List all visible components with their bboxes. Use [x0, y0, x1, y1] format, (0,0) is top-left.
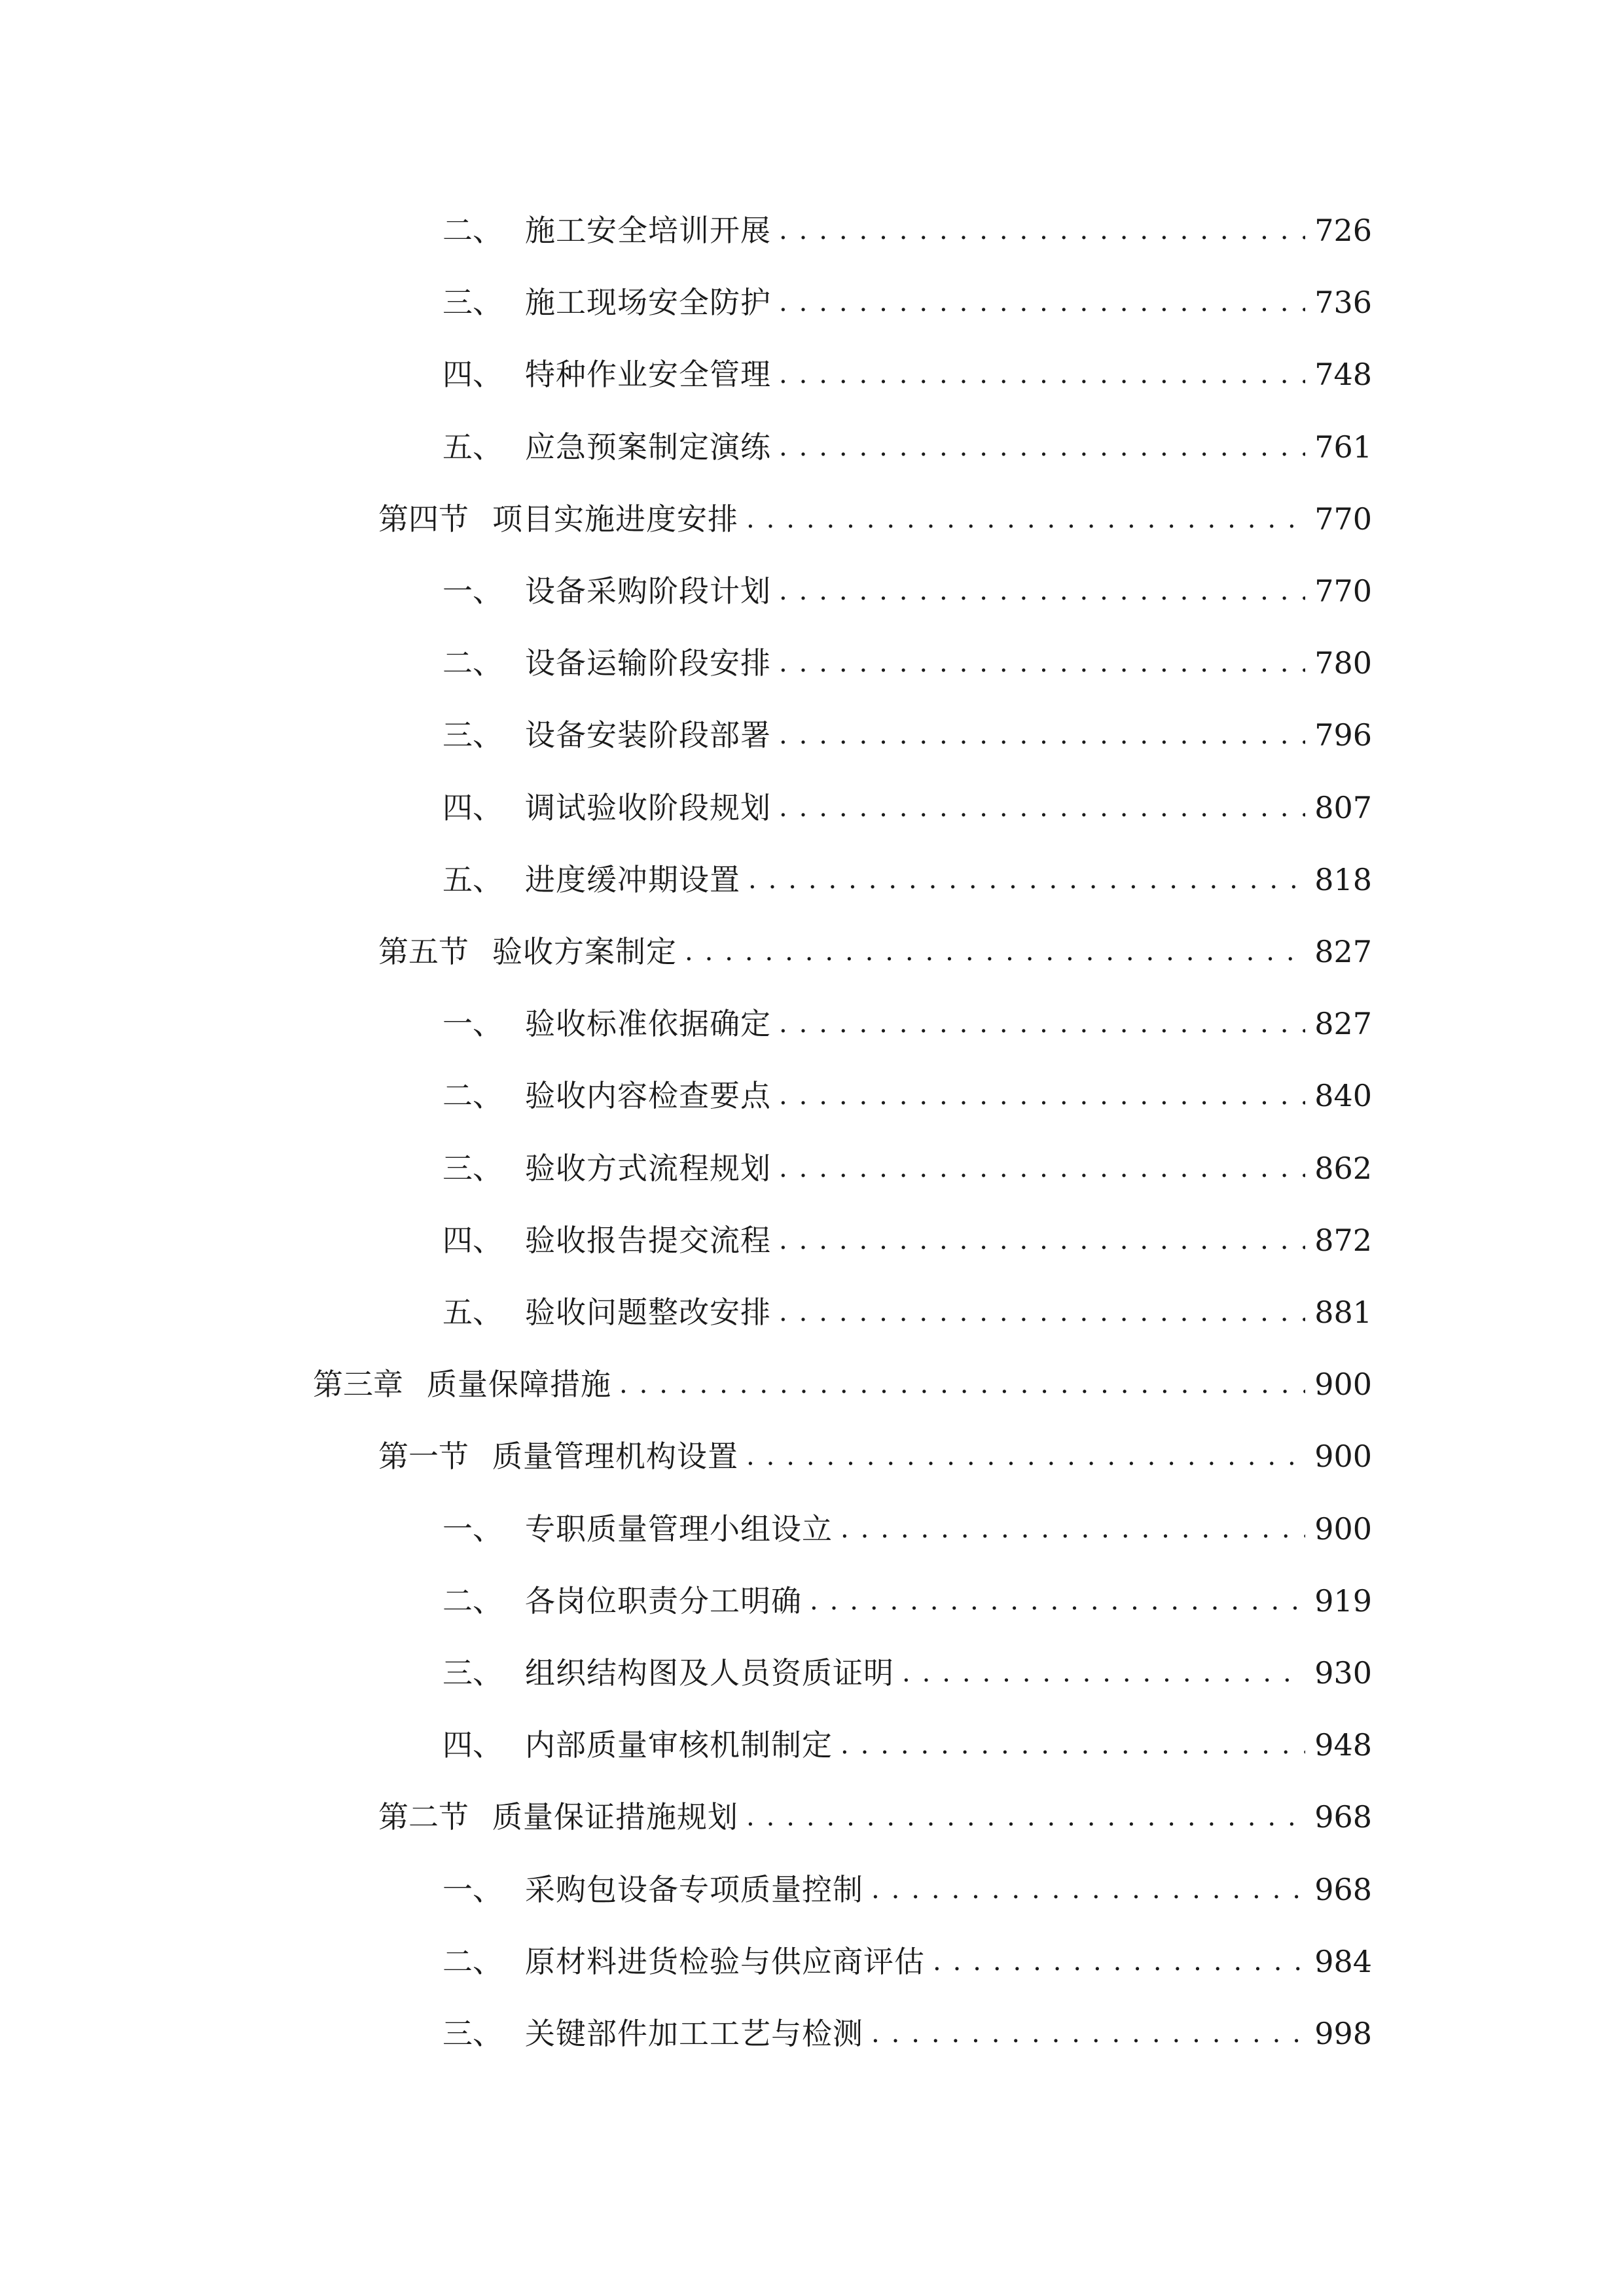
toc-entry-title: 原材料进货检验与供应商评估 [525, 1943, 925, 1979]
toc-dot-leader [779, 1075, 1305, 1116]
toc-entry[interactable] [442, 1857, 1372, 1910]
toc-dot-leader [779, 210, 1305, 251]
toc-dot-leader [619, 1364, 1305, 1405]
toc-entry[interactable] [442, 1497, 1372, 1549]
toc-entry-page-number: 984 [1314, 1943, 1372, 1979]
toc-entry-page-number: 881 [1314, 1295, 1372, 1330]
toc-entry-page-number: 818 [1314, 861, 1372, 897]
toc-entry-page-number: 948 [1314, 1727, 1372, 1763]
toc-entry-number: 三、 [442, 1655, 503, 1691]
toc-entry-title: 内部质量审核机制制定 [525, 1727, 833, 1763]
toc-entry-title: 应急预案制定演练 [525, 429, 771, 465]
toc-entry-title: 验收方式流程规划 [525, 1150, 771, 1186]
toc-entry-title: 验收问题整改安排 [525, 1295, 771, 1330]
toc-entry-number: 四、 [442, 1727, 503, 1763]
toc-entry[interactable] [442, 1280, 1372, 1333]
toc-entry-number: 四、 [442, 789, 503, 825]
toc-entry-number: 二、 [442, 1078, 503, 1114]
toc-entry-number: 三、 [442, 2016, 503, 2051]
toc-entry-page-number: 862 [1314, 1150, 1372, 1186]
toc-entry-number: 二、 [442, 213, 503, 248]
toc-entry[interactable] [442, 1064, 1372, 1116]
toc-entry-title: 施工安全培训开展 [525, 213, 771, 248]
toc-entry-title: 验收标准依据确定 [525, 1006, 771, 1042]
toc-entry[interactable] [442, 1713, 1372, 1765]
toc-entry-page-number: 748 [1314, 357, 1372, 393]
toc-entry-page-number: 900 [1314, 1367, 1372, 1403]
toc-entry-page-number: 840 [1314, 1078, 1372, 1114]
toc-entry-page-number: 770 [1314, 501, 1372, 537]
toc-entry-page-number: 780 [1314, 645, 1372, 681]
toc-dot-leader [779, 427, 1305, 467]
toc-dot-leader [810, 1581, 1305, 1621]
toc-entry-number: 第三章 [313, 1367, 403, 1403]
toc-entry-number: 二、 [442, 645, 503, 681]
toc-entry-page-number: 761 [1314, 429, 1372, 465]
toc-entry-page-number: 900 [1314, 1439, 1372, 1475]
toc-entry-number: 三、 [442, 1150, 503, 1186]
toc-dot-leader [746, 1797, 1305, 1837]
toc-entry-number: 第四节 [378, 501, 469, 537]
toc-entry[interactable] [378, 920, 1372, 972]
toc-entry-title: 设备运输阶段安排 [525, 645, 771, 681]
toc-dot-leader [779, 715, 1305, 755]
toc-entry-number: 第五节 [378, 934, 469, 969]
toc-dot-leader [779, 643, 1305, 683]
toc-entry-number: 一、 [442, 1006, 503, 1042]
toc-entry-number: 一、 [442, 573, 503, 609]
toc-entry-title: 施工现场安全防护 [525, 285, 771, 321]
toc-entry[interactable] [442, 631, 1372, 683]
toc-entry-page-number: 726 [1314, 213, 1372, 248]
toc-entry-number: 第一节 [378, 1439, 469, 1475]
toc-entry-page-number: 968 [1314, 1799, 1372, 1835]
toc-dot-leader [779, 1220, 1305, 1261]
toc-entry-page-number: 968 [1314, 1871, 1372, 1907]
toc-entry[interactable] [442, 776, 1372, 828]
toc-entry-title: 进度缓冲期设置 [525, 861, 740, 897]
toc-entry[interactable] [442, 2001, 1372, 2054]
toc-entry-page-number: 827 [1314, 1006, 1372, 1042]
toc-dot-leader [840, 1725, 1305, 1765]
toc-entry-title: 采购包设备专项质量控制 [525, 1871, 863, 1907]
toc-entry[interactable] [442, 1136, 1372, 1189]
toc-entry[interactable] [442, 198, 1372, 251]
toc-entry-page-number: 900 [1314, 1511, 1372, 1547]
toc-entry-number: 第二节 [378, 1799, 469, 1835]
toc-entry-number: 四、 [442, 1222, 503, 1258]
toc-entry-page-number: 827 [1314, 934, 1372, 969]
toc-dot-leader [779, 1292, 1305, 1333]
toc-entry-page-number: 796 [1314, 717, 1372, 753]
toc-entry-page-number: 807 [1314, 789, 1372, 825]
toc-entry[interactable] [313, 1352, 1372, 1405]
toc-entry-page-number: 770 [1314, 573, 1372, 609]
toc-entry-title: 各岗位职责分工明确 [525, 1583, 802, 1619]
toc-entry-page-number: 872 [1314, 1222, 1372, 1258]
toc-dot-leader [685, 931, 1305, 972]
toc-dot-leader [902, 1653, 1305, 1693]
toc-entry[interactable] [442, 1641, 1372, 1693]
toc-dot-leader [871, 1869, 1305, 1910]
toc-entry-title: 验收报告提交流程 [525, 1222, 771, 1258]
toc-entry-title: 项目实施进度安排 [492, 501, 738, 537]
toc-entry[interactable] [442, 559, 1372, 611]
toc-entry[interactable] [442, 703, 1372, 755]
toc-entry-title: 组织结构图及人员资质证明 [525, 1655, 894, 1691]
toc-entry-title: 质量管理机构设置 [492, 1439, 738, 1475]
toc-entry-number: 二、 [442, 1943, 503, 1979]
toc-entry-number: 四、 [442, 357, 503, 393]
toc-dot-leader [779, 1003, 1305, 1044]
toc-dot-leader [779, 354, 1305, 395]
toc-entry-title: 设备安装阶段部署 [525, 717, 771, 753]
toc-entry[interactable] [442, 1569, 1372, 1621]
toc-dot-leader [779, 1148, 1305, 1189]
toc-entry[interactable] [442, 848, 1372, 900]
toc-entry-title: 验收内容检查要点 [525, 1078, 771, 1114]
toc-entry-number: 五、 [442, 429, 503, 465]
toc-entry[interactable] [442, 415, 1372, 467]
toc-dot-leader [748, 859, 1305, 900]
toc-dot-leader [779, 282, 1305, 323]
toc-entry-number: 二、 [442, 1583, 503, 1619]
toc-entry-number: 三、 [442, 717, 503, 753]
toc-entry-page-number: 736 [1314, 285, 1372, 321]
toc-dot-leader [779, 571, 1305, 611]
toc-entry-number: 一、 [442, 1871, 503, 1907]
toc-entry-number: 五、 [442, 861, 503, 897]
toc-entry[interactable] [442, 992, 1372, 1044]
toc-dot-leader [746, 1436, 1305, 1477]
toc-entry-number: 五、 [442, 1295, 503, 1330]
toc-dot-leader [840, 1509, 1305, 1549]
toc-entry-number: 一、 [442, 1511, 503, 1547]
toc-dot-leader [746, 499, 1305, 539]
toc-entry[interactable] [442, 342, 1372, 395]
toc-entry-title: 设备采购阶段计划 [525, 573, 771, 609]
toc-entry-page-number: 930 [1314, 1655, 1372, 1691]
toc-entry-title: 质量保障措施 [427, 1367, 611, 1403]
toc-entry-number: 三、 [442, 285, 503, 321]
toc-entry-title: 特种作业安全管理 [525, 357, 771, 393]
toc-entry-title: 质量保证措施规划 [492, 1799, 738, 1835]
toc-entry-title: 验收方案制定 [492, 934, 677, 969]
toc-entry-page-number: 919 [1314, 1583, 1372, 1619]
toc-entry[interactable] [442, 1208, 1372, 1261]
toc-entry-page-number: 998 [1314, 2016, 1372, 2051]
toc-dot-leader [933, 1941, 1305, 1982]
toc-entry-title: 关键部件加工工艺与检测 [525, 2016, 863, 2051]
toc-entry[interactable] [442, 270, 1372, 323]
toc-entry-title: 专职质量管理小组设立 [525, 1511, 833, 1547]
toc-entry-title: 调试验收阶段规划 [525, 789, 771, 825]
toc-entry[interactable] [442, 1929, 1372, 1982]
toc-entry[interactable] [378, 1424, 1372, 1477]
toc-entry[interactable] [378, 487, 1372, 539]
toc-entry[interactable] [378, 1785, 1372, 1837]
toc-dot-leader [779, 787, 1305, 828]
toc-dot-leader [871, 2013, 1305, 2054]
